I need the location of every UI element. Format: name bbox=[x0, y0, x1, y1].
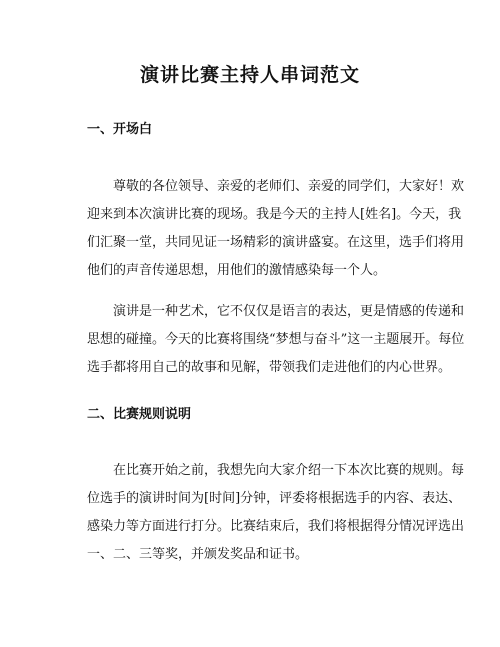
text-line: 迎来到本次演讲比赛的现场。我是今天的主持人[姓名]。今天，我 bbox=[87, 207, 462, 222]
document-title: 演讲比赛主持人串词范文 bbox=[139, 64, 360, 86]
text-line: 他们的声音传递思想，用他们的激情感染每一个人。 bbox=[87, 263, 387, 278]
text-line: 们汇聚一堂，共同见证一场精彩的演讲盛宴。在这里，选手们将用 bbox=[87, 235, 465, 250]
opening-paragraph-1 bbox=[87, 173, 465, 285]
rules-paragraph bbox=[87, 457, 465, 569]
section-heading-rules: 二、比赛规则说明 bbox=[87, 407, 192, 422]
section-heading-opening: 一、开场白 bbox=[87, 122, 153, 137]
text-line: 尊敬的各位领导、亲爱的老师们、亲爱的同学们，大家好！欢 bbox=[113, 179, 465, 194]
text-line: 演讲是一种艺术，它不仅仅是语言的表达，更是情感的传递和 bbox=[113, 304, 465, 319]
text-line: 感染力等方面进行打分。比赛结束后，我们将根据得分情况评选出 bbox=[87, 519, 465, 534]
text-line: 在比赛开始之前，我想先向大家介绍一下本次比赛的规则。每 bbox=[113, 463, 465, 478]
text-line: 一、二、三等奖，并颁发奖品和证书。 bbox=[87, 547, 309, 562]
text-line: 思想的碰撞。今天的比赛将围绕“梦想与奋斗”这一主题展开。每位 bbox=[87, 332, 465, 347]
text-line: 位选手的演讲时间为[时间]分钟，评委将根据选手的内容、表达、 bbox=[87, 491, 462, 506]
text-line: 选手都将用自己的故事和见解，带领我们走进他们的内心世界。 bbox=[87, 360, 452, 375]
opening-paragraph-2 bbox=[87, 298, 465, 382]
